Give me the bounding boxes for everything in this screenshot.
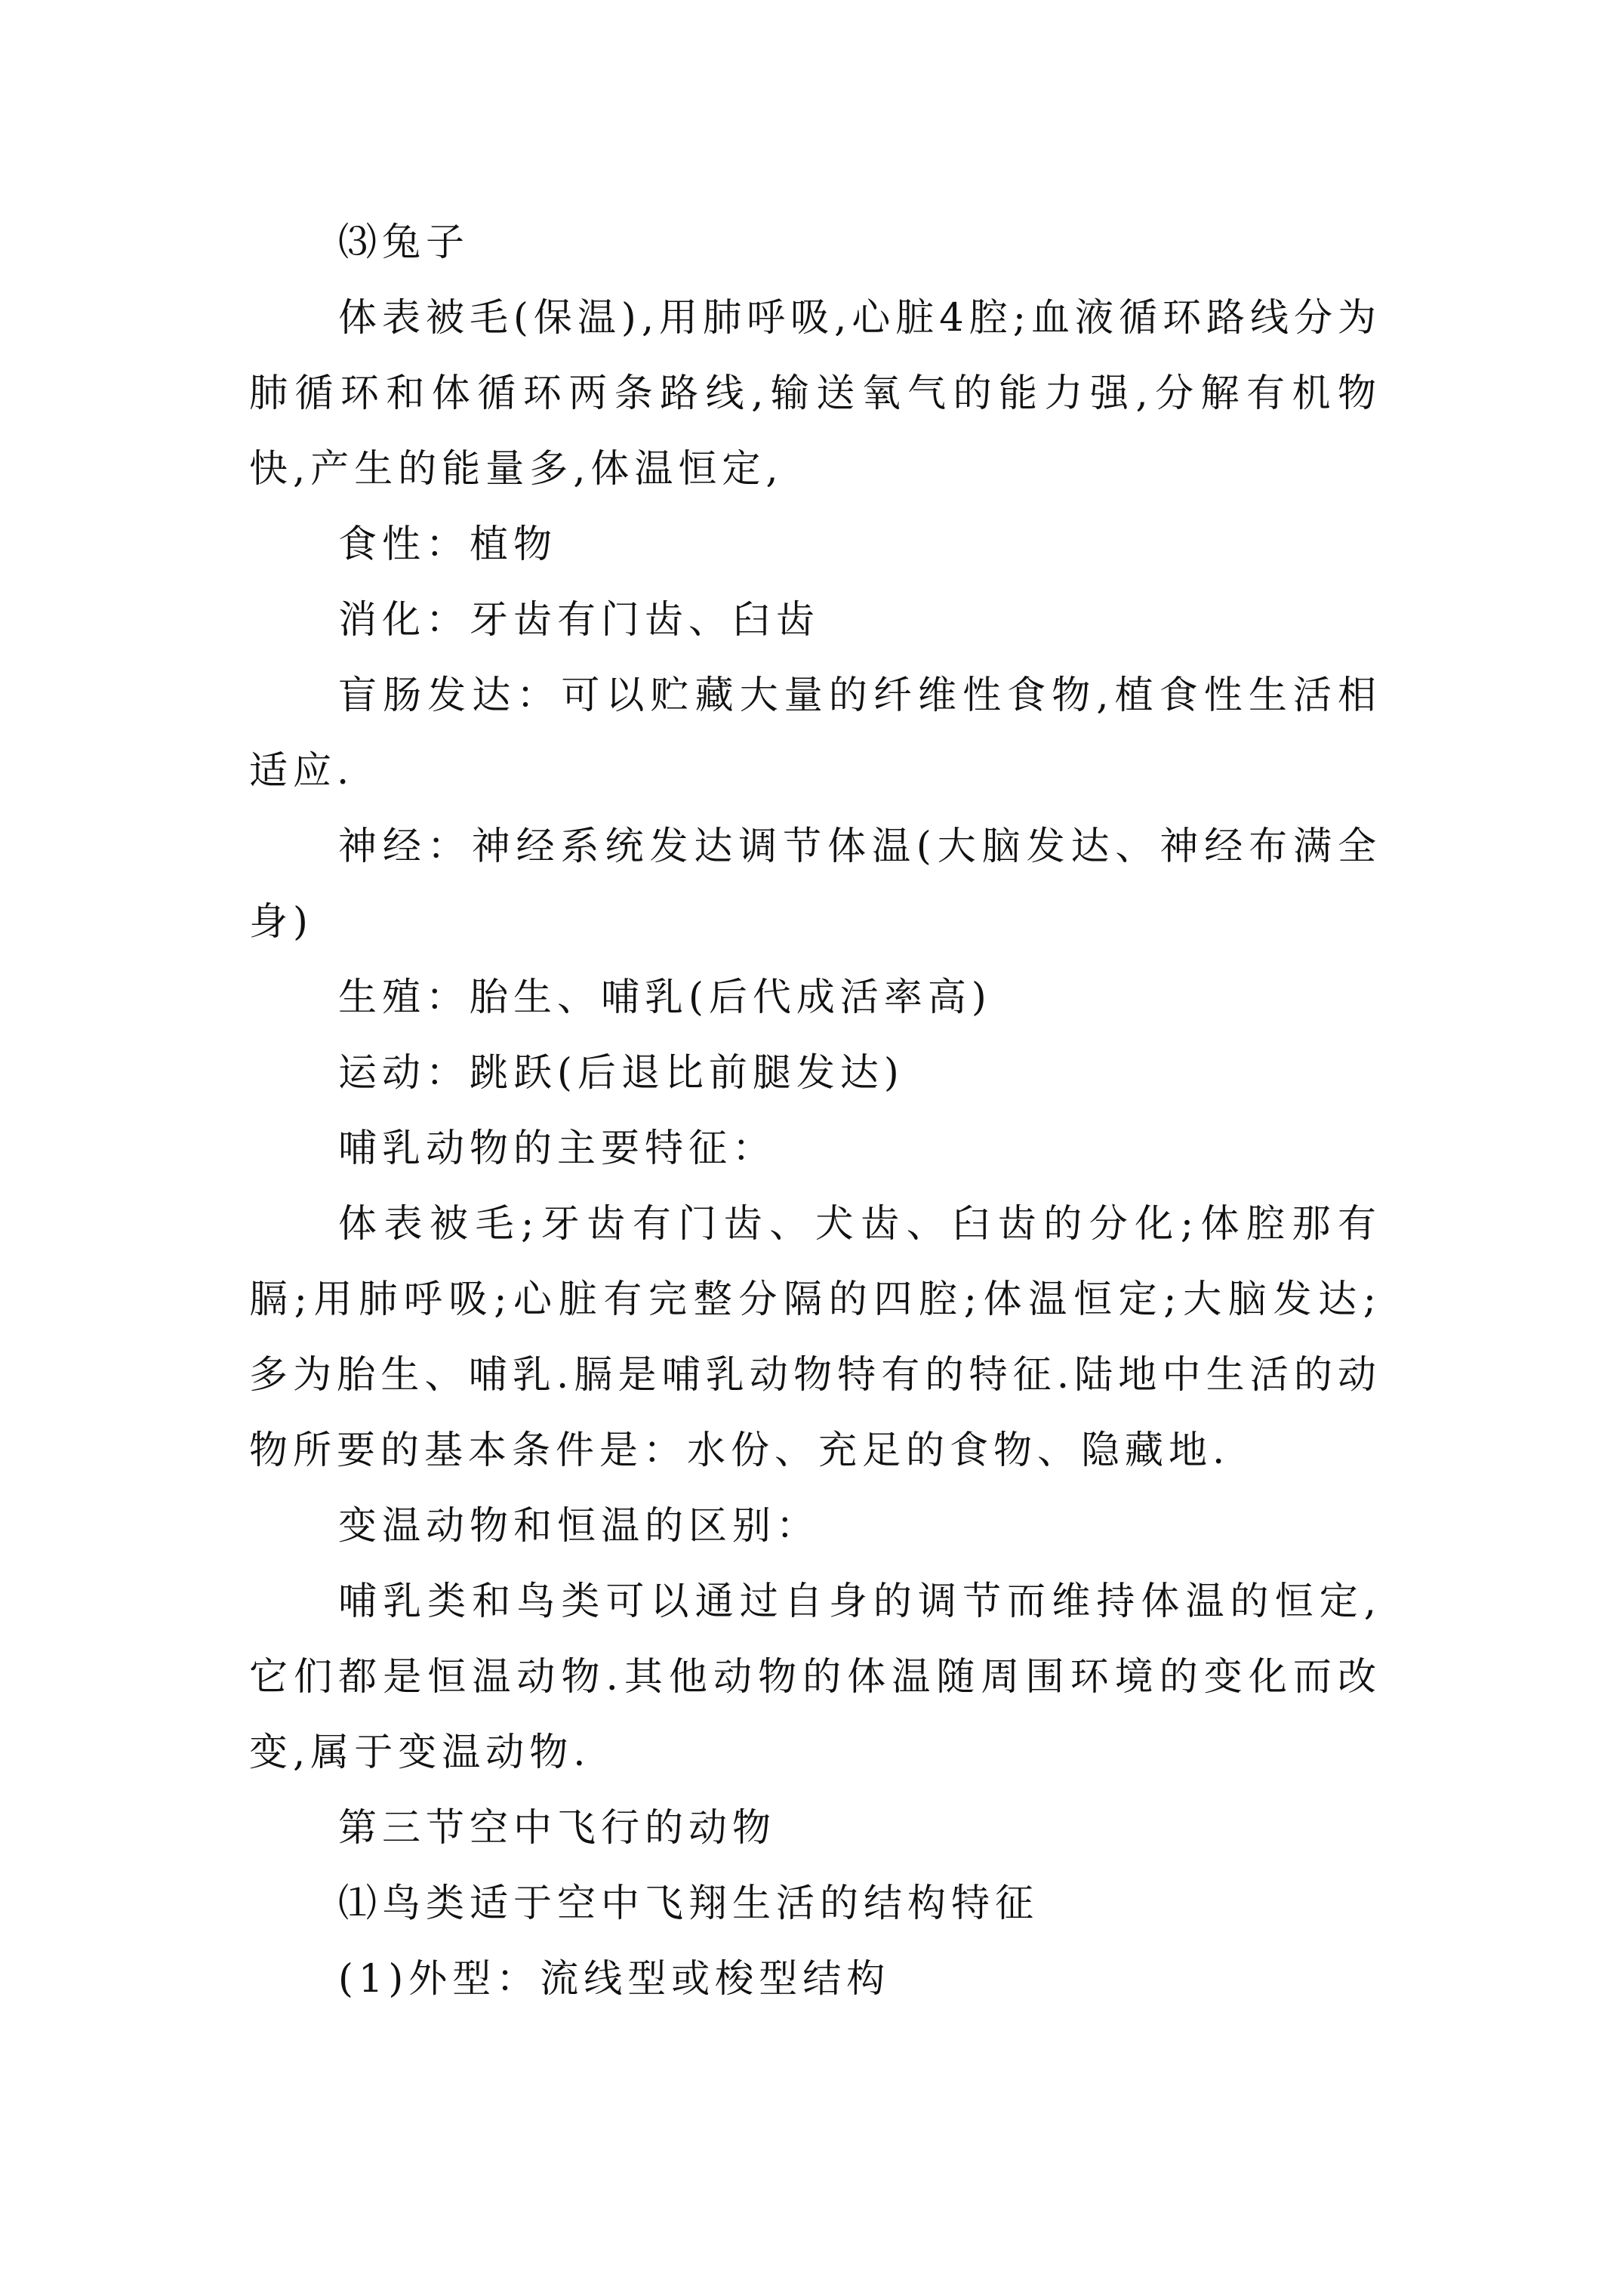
paragraph-diet: 食性：植物 bbox=[338, 522, 558, 567]
section-heading-flying-animals: 第三节空中飞行的动物 bbox=[338, 1806, 777, 1851]
paragraph-body-shape: (1)外型：流线型或梭型结构 bbox=[338, 1957, 891, 2002]
document-body bbox=[249, 205, 1381, 2017]
heading-temperature-difference: 变温动物和恒温的区别： bbox=[338, 1504, 821, 1549]
paragraph-movement: 运动：跳跃(后退比前腿发达) bbox=[338, 1051, 904, 1096]
paragraph-digestion: 消化：牙齿有门齿、臼齿 bbox=[338, 598, 821, 643]
paragraph-temperature-difference: 哺乳类和鸟类可以通过自身的调节而维持体温的恒定,它们都是恒温动物.其他动物的体温随周围环境的变化而改变,属于变温动物. bbox=[249, 1579, 1381, 1775]
section-heading-rabbit: ⑶兔子 bbox=[338, 220, 470, 265]
heading-mammal-features: 哺乳动物的主要特征： bbox=[338, 1126, 777, 1171]
paragraph-body-features: 体表被毛(保温),用肺呼吸,心脏4腔;血液循环路线分为肺循环和体循环两条路线,输送氧气的能力强,分解有机物快,产生的能量多,体温恒定, bbox=[249, 296, 1381, 492]
paragraph-mammal-features: 体表被毛;牙齿有门齿、犬齿、臼齿的分化;体腔那有膈;用肺呼吸;心脏有完整分隔的四腔;体温恒定;大脑发达;多为胎生、哺乳.膈是哺乳动物特有的特征.陆地中生活的动物所要的基本条件是：水份、充足的食物、隐藏地. bbox=[249, 1202, 1381, 1473]
paragraph-reproduction: 生殖：胎生、哺乳(后代成活率高) bbox=[338, 975, 992, 1020]
subheading-bird-structure: ⑴鸟类适于空中飞翔生活的结构特征 bbox=[338, 1881, 1039, 1926]
paragraph-cecum: 盲肠发达：可以贮藏大量的纤维性食物,植食性生活相适应. bbox=[249, 673, 1381, 794]
paragraph-nervous-system: 神经：神经系统发达调节体温(大脑发达、神经布满全身) bbox=[249, 824, 1381, 945]
